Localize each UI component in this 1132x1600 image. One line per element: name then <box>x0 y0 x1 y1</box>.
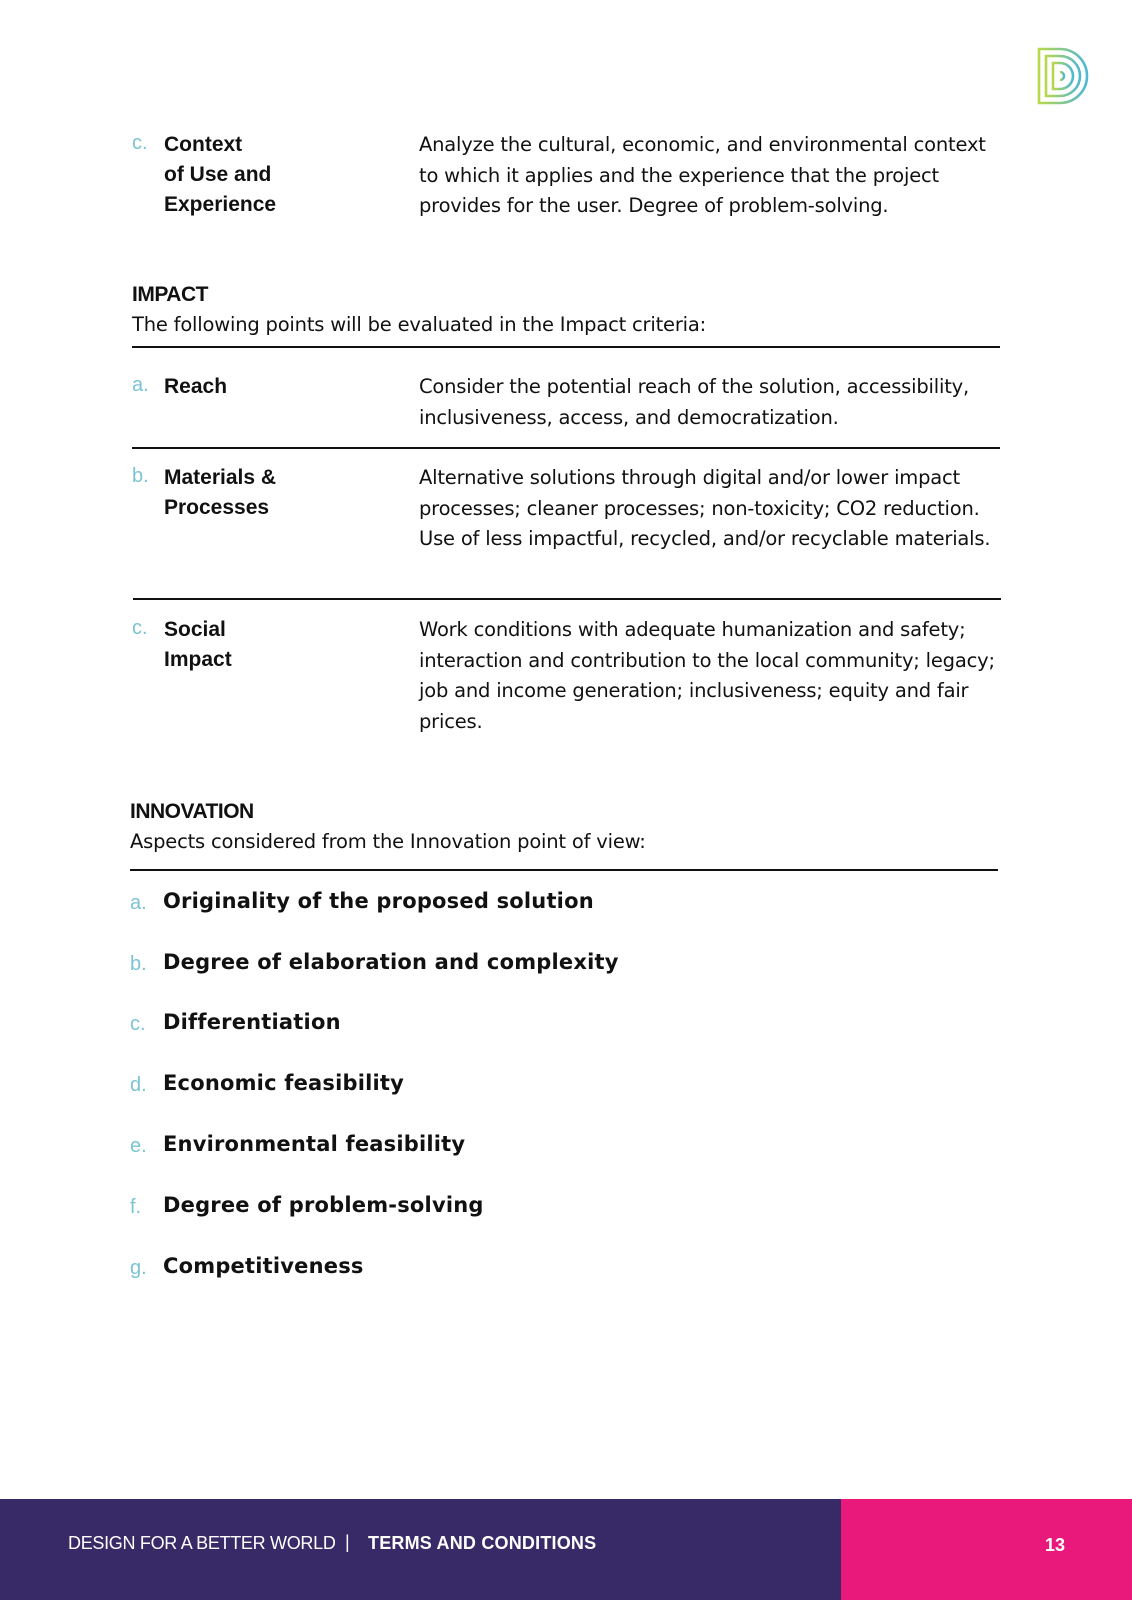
list-marker: e. <box>130 1135 147 1157</box>
context-of-use-row <box>132 130 1000 226</box>
innovation-item-label: Originality of the proposed solution <box>163 889 594 913</box>
divider <box>133 598 1001 600</box>
innovation-item <box>130 950 930 980</box>
innovation-item-label: Economic feasibility <box>163 1071 405 1095</box>
list-marker: c. <box>130 1013 146 1035</box>
innovation-item <box>130 1132 930 1162</box>
criterion-term: Social Impact <box>164 618 232 671</box>
innovation-item <box>130 1193 930 1223</box>
footer-brand: DESIGN FOR A BETTER WORLD <box>68 1533 336 1553</box>
footer-page-block <box>841 1499 1132 1600</box>
list-marker: f. <box>130 1196 142 1218</box>
innovation-item-label: Differentiation <box>163 1010 341 1034</box>
innovation-heading: INNOVATION <box>130 800 254 823</box>
impact-row-reach <box>132 372 1000 436</box>
innovation-intro: Aspects considered from the Innovation point of view: <box>130 830 646 853</box>
divider <box>132 346 1000 348</box>
list-marker: d. <box>130 1074 147 1096</box>
dfbw-logo-icon <box>1036 46 1092 108</box>
divider <box>132 447 1000 449</box>
footer-section-title: TERMS AND CONDITIONS <box>368 1533 597 1553</box>
impact-row-social <box>132 615 1000 739</box>
innovation-item <box>130 889 930 919</box>
impact-row-materials <box>132 463 1000 587</box>
innovation-item-label: Degree of elaboration and complexity <box>163 950 619 974</box>
impact-intro: The following points will be evaluated in the Impact criteria: <box>132 313 706 336</box>
innovation-item <box>130 1010 930 1040</box>
criterion-description: Analyze the cultural, economic, and environmental context to which it applies and the experience that the project provides for the user. Degree of problem-solving. <box>419 133 986 217</box>
innovation-item <box>130 1254 930 1284</box>
innovation-item-label: Degree of problem-solving <box>163 1193 484 1217</box>
list-marker: b. <box>130 953 147 975</box>
page-number: 13 <box>1044 1535 1066 1555</box>
criterion-term: Reach <box>164 375 228 398</box>
criterion-term: Context of Use and Experience <box>164 133 277 216</box>
list-marker: g. <box>130 1257 147 1279</box>
list-marker: a. <box>130 892 147 914</box>
list-marker: c. <box>132 132 148 154</box>
list-marker: b. <box>132 465 149 487</box>
footer-separator: | <box>345 1532 350 1552</box>
criterion-description: Alternative solutions through digital and/or lower impact processes; cleaner processes; non-toxicity; CO2 reduction. Use of less impactful, recycled, and/or recyclable materials. <box>419 466 991 550</box>
innovation-item-label: Competitiveness <box>163 1254 364 1278</box>
list-marker: c. <box>132 617 148 639</box>
impact-heading: IMPACT <box>132 283 208 306</box>
list-marker: a. <box>132 374 149 396</box>
criterion-description: Work conditions with adequate humanization and safety; interaction and contribution to the local community; legacy; job and income generation; inclusiveness; equity and fair prices. <box>419 618 995 733</box>
criterion-description: Consider the potential reach of the solution, accessibility, inclusiveness, access, and democratization. <box>419 375 969 429</box>
criterion-term: Materials & Processes <box>164 466 277 519</box>
innovation-item <box>130 1071 930 1101</box>
innovation-item-label: Environmental feasibility <box>163 1132 466 1156</box>
divider <box>130 869 998 871</box>
